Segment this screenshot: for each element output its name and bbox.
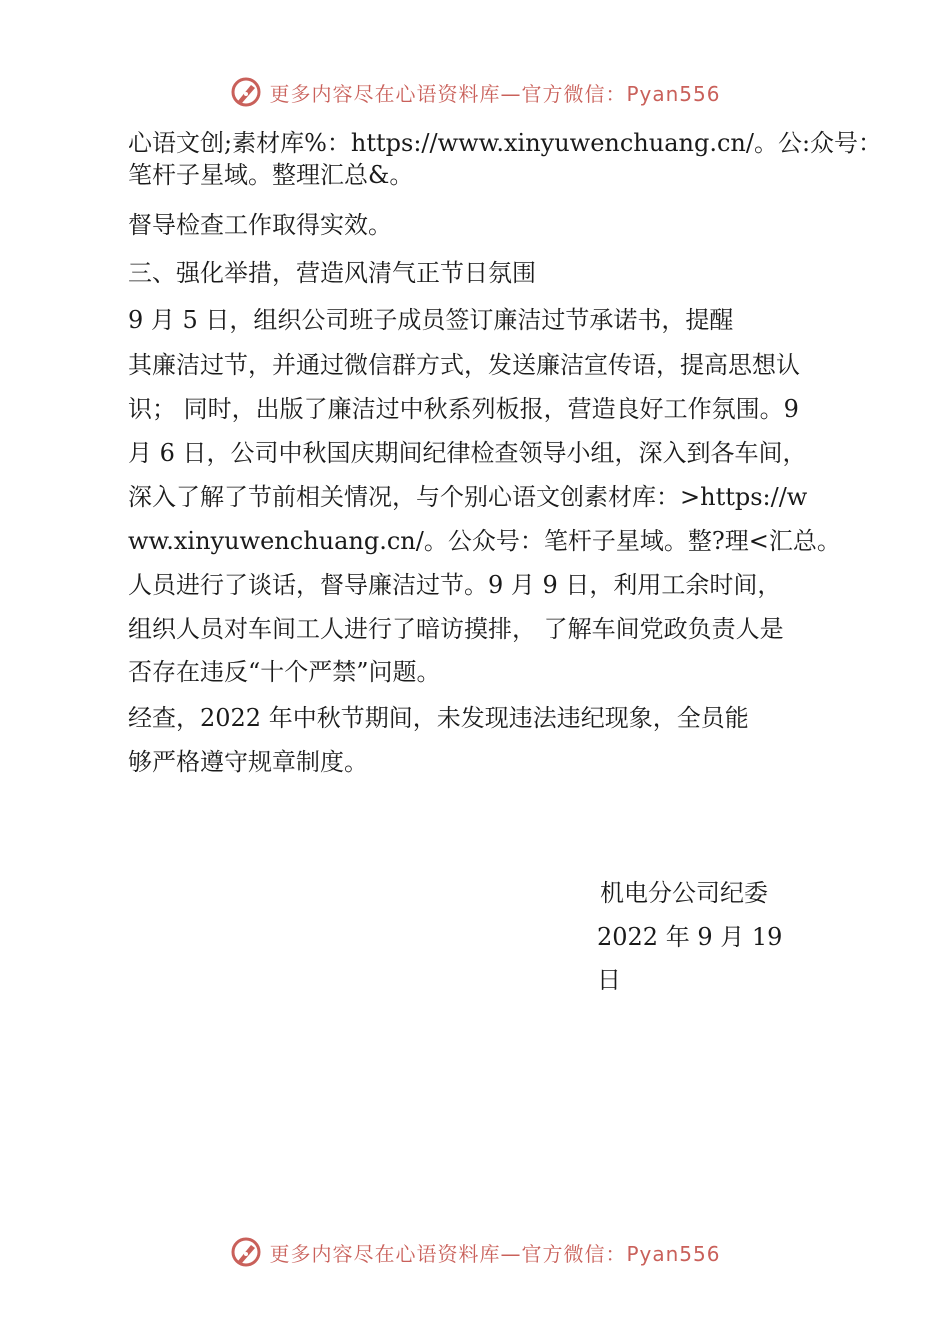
body-line: 月 6 日，公司中秋国庆期间纪律检查领导小组，深入到各车间， [128, 439, 807, 467]
body-line: 够严格遵守规章制度。 [128, 748, 368, 776]
body-line: 其廉洁过节，并通过微信群方式，发送廉洁宣传语，提高思想认 [128, 351, 800, 379]
banner-text: 更多内容尽在心语资料库—官方微信：Pyan556 [269, 81, 721, 106]
body-line: ww.xinyuwenchuang.cn/。公众号：笔杆子星域。整?理<汇总。 [128, 527, 841, 555]
body-line: 9 月 5 日，组织公司班子成员签订廉洁过节承诺书，提醒 [128, 306, 734, 334]
pen-logo-icon [229, 75, 263, 109]
header-line: 心语文创;素材库%：https://www.xinyuwenchuang.cn/。公:众号： [128, 129, 883, 157]
signature-date: 2022 年 9 月 19 [597, 923, 783, 951]
body-line: 经查，2022 年中秋节期间，未发现违法违纪现象，全员能 [128, 704, 749, 732]
body-line: 否存在违反“十个严禁”问题。 [128, 658, 441, 686]
body-line: 识； 同时，出版了廉洁过中秋系列板报，营造良好工作氛围。9 [128, 395, 799, 423]
section-heading: 三、强化举措，营造风清气正节日氛围 [128, 259, 536, 287]
body-line: 深入了解了节前相关情况，与个别心语文创素材库：>https://w [128, 483, 808, 511]
header-line: 笔杆子星域。整理汇总&。 [128, 161, 414, 189]
top-banner [0, 70, 950, 114]
body-line: 督导检查工作取得实效。 [128, 211, 392, 239]
bottom-banner [0, 1230, 950, 1274]
pen-logo-icon [229, 1235, 263, 1269]
signature-date-day: 日 [597, 966, 621, 994]
banner-text: 更多内容尽在心语资料库—官方微信：Pyan556 [269, 1241, 721, 1266]
body-line: 人员进行了谈话，督导廉洁过节。9 月 9 日，利用工余时间， [128, 571, 782, 599]
body-line: 组织人员对车间工人进行了暗访摸排， 了解车间党政负责人是 [128, 615, 784, 643]
signature-org: 机电分公司纪委 [600, 879, 768, 907]
